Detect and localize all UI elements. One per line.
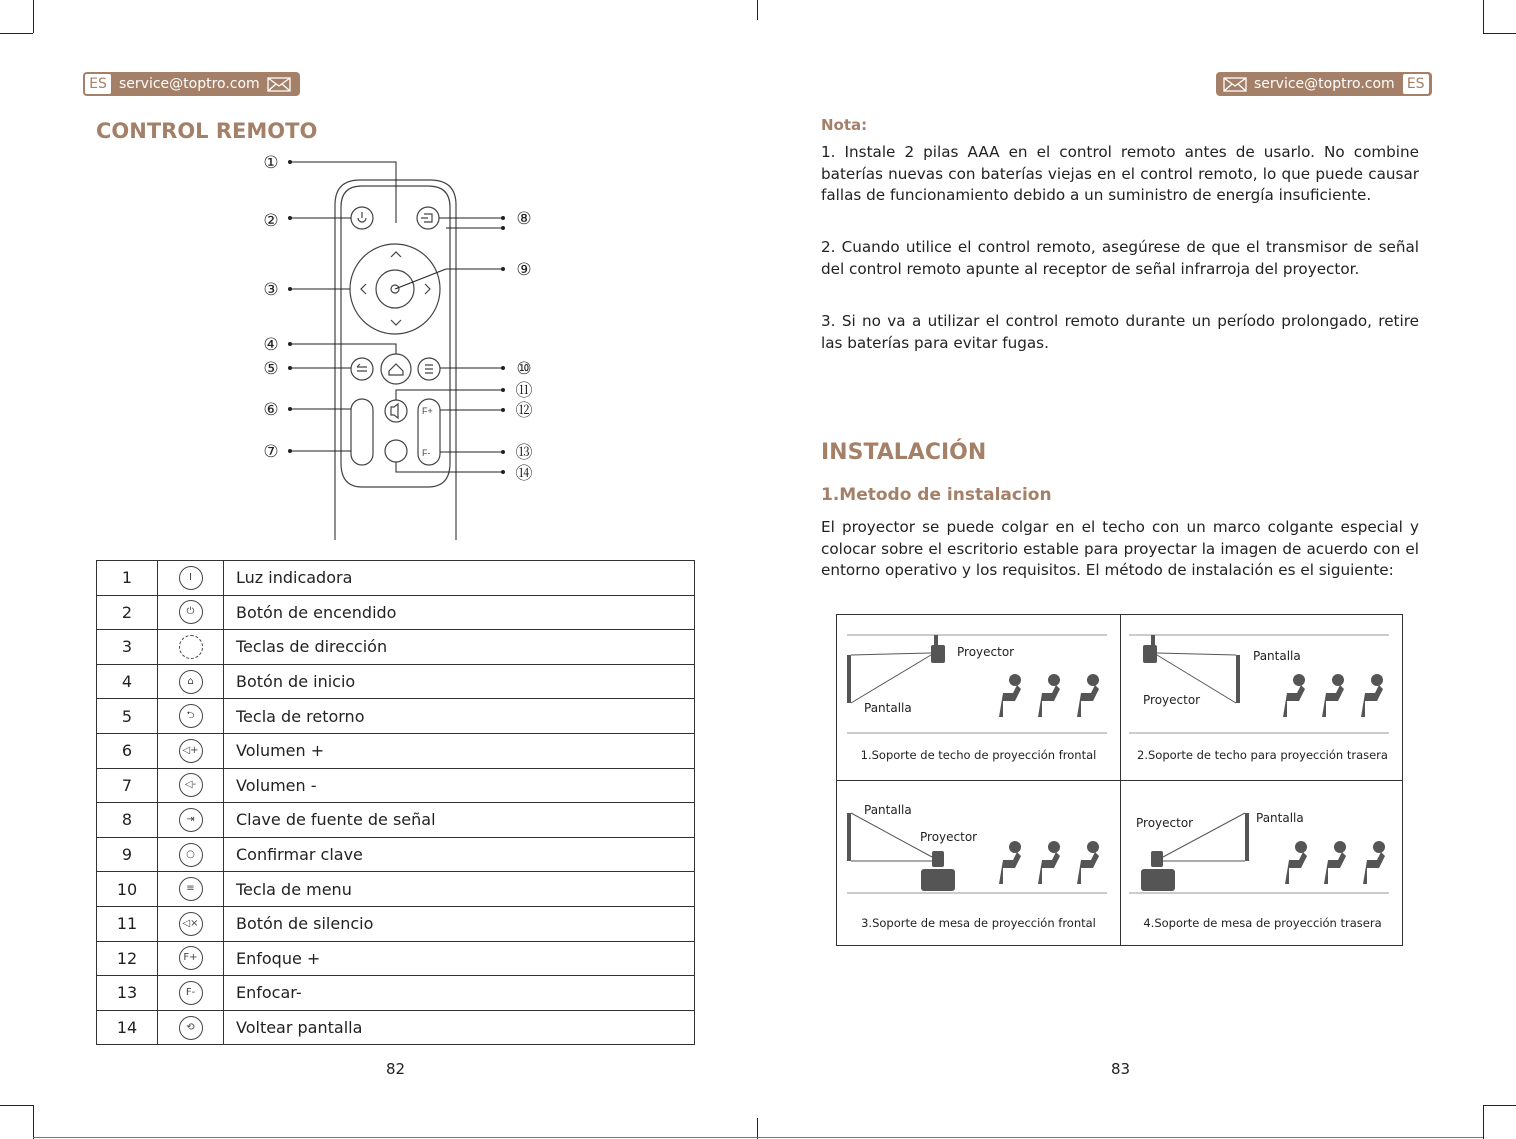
callout-11: ⑪ bbox=[515, 381, 533, 401]
row-icon-cell bbox=[158, 976, 224, 1011]
table-row bbox=[97, 630, 695, 665]
table-row bbox=[97, 595, 695, 630]
diagram-caption: 1.Soporte de techo de proyección frontal bbox=[860, 748, 1097, 762]
section-title-remote: CONTROL REMOTO bbox=[96, 119, 318, 143]
callout-1: ① bbox=[263, 153, 279, 173]
table-row bbox=[97, 837, 695, 872]
callout-6: ⑥ bbox=[263, 400, 279, 420]
screen-label: Pantalla bbox=[864, 803, 912, 817]
projector-label: Proyector bbox=[1143, 693, 1201, 707]
callout-7: ⑦ bbox=[263, 442, 279, 462]
row-label: Botón de inicio bbox=[224, 664, 695, 699]
row-label: Volumen - bbox=[224, 768, 695, 803]
row-number: 13 bbox=[97, 976, 158, 1011]
table-row bbox=[97, 906, 695, 941]
row-icon-cell bbox=[158, 664, 224, 699]
table-row bbox=[97, 976, 695, 1011]
remote-buttons-table bbox=[96, 560, 695, 1045]
row-label: Teclas de dirección bbox=[224, 630, 695, 665]
language-badge: ES bbox=[1402, 73, 1430, 95]
back-icon: ⮌ bbox=[179, 704, 203, 728]
language-badge: ES bbox=[84, 73, 112, 95]
callout-10: ⑩ bbox=[516, 359, 532, 379]
callout-8: ⑧ bbox=[516, 209, 532, 229]
focus-minus-icon: F- bbox=[179, 981, 203, 1005]
row-icon-cell bbox=[158, 595, 224, 630]
row-number: 3 bbox=[97, 630, 158, 665]
installation-methods-diagram bbox=[836, 614, 1403, 946]
remote-control-diagram bbox=[250, 145, 550, 545]
callout-13: ⑬ bbox=[515, 443, 533, 463]
focus-plus-icon: F+ bbox=[179, 946, 203, 970]
page-number-right: 83 bbox=[1111, 1060, 1131, 1078]
remote-key-focus-minus: F- bbox=[422, 448, 431, 458]
flip-screen-icon: ⟲ bbox=[179, 1016, 203, 1040]
row-label: Botón de silencio bbox=[224, 906, 695, 941]
method-ceiling-front bbox=[837, 615, 1120, 781]
method-ceiling-rear bbox=[1121, 615, 1404, 781]
row-number: 10 bbox=[97, 872, 158, 907]
row-label: Enfoque + bbox=[224, 941, 695, 976]
input-source-icon: ⇥ bbox=[179, 808, 203, 832]
row-icon-cell bbox=[158, 699, 224, 734]
row-number: 11 bbox=[97, 906, 158, 941]
crop-mark bbox=[1483, 1105, 1484, 1139]
diagram-caption: 4.Soporte de mesa de proyección trasera bbox=[1143, 916, 1382, 930]
row-number: 7 bbox=[97, 768, 158, 803]
diagram-caption: 3.Soporte de mesa de proyección frontal bbox=[861, 916, 1096, 930]
method-paragraph: El proyector se puede colgar en el techo con un marco colgante especial y colocar sobre el escritorio estable para proyectar la imagen de acuerdo con el entorno operativo y los requisitos. El método de instalación es el siguiente: bbox=[821, 518, 1419, 579]
callout-9: ⑨ bbox=[516, 260, 532, 280]
method-table-front bbox=[837, 781, 1120, 947]
crop-mark bbox=[0, 1105, 33, 1106]
crop-mark bbox=[1483, 33, 1516, 34]
row-icon-cell bbox=[158, 561, 224, 596]
row-number: 2 bbox=[97, 595, 158, 630]
row-icon-cell bbox=[158, 837, 224, 872]
volume-up-icon: ◁+ bbox=[179, 739, 203, 763]
row-label: Tecla de menu bbox=[224, 872, 695, 907]
home-icon: ⌂ bbox=[179, 670, 203, 694]
screen-label: Pantalla bbox=[1256, 811, 1304, 825]
direction-keys-icon bbox=[179, 635, 203, 659]
row-icon-cell bbox=[158, 872, 224, 907]
callout-14: ⑭ bbox=[515, 464, 533, 484]
projector-label: Proyector bbox=[920, 830, 978, 844]
confirm-icon: ○ bbox=[179, 843, 203, 867]
table-row bbox=[97, 733, 695, 768]
trim-line bbox=[33, 1137, 1483, 1138]
screen-label: Pantalla bbox=[1253, 649, 1301, 663]
note-paragraph-1: 1. Instale 2 pilas AAA en el control remoto antes de usarlo. No combine baterías nuevas con baterías viejas en el control remoto, lo que puede causar fallas de funcionamiento debido a un suministro de energía insuficiente. bbox=[821, 143, 1419, 204]
row-number: 1 bbox=[97, 561, 158, 596]
row-icon-cell bbox=[158, 906, 224, 941]
crop-mark bbox=[757, 1118, 758, 1139]
row-number: 5 bbox=[97, 699, 158, 734]
row-label: Botón de encendido bbox=[224, 595, 695, 630]
table-row bbox=[97, 1010, 695, 1045]
diagram-caption: 2.Soporte de techo para proyección trasera bbox=[1137, 748, 1388, 762]
section-title-installation: INSTALACIÓN bbox=[821, 440, 987, 465]
table-row bbox=[97, 699, 695, 734]
table-row bbox=[97, 803, 695, 838]
row-label: Clave de fuente de señal bbox=[224, 803, 695, 838]
row-number: 4 bbox=[97, 664, 158, 699]
callout-4: ④ bbox=[263, 335, 279, 355]
table-row bbox=[97, 561, 695, 596]
row-label: Luz indicadora bbox=[224, 561, 695, 596]
remote-inner-outline bbox=[341, 186, 450, 487]
support-email: service@toptro.com bbox=[1254, 76, 1395, 92]
row-icon-cell bbox=[158, 630, 224, 665]
row-number: 9 bbox=[97, 837, 158, 872]
mail-icon bbox=[266, 76, 292, 92]
projector-label: Proyector bbox=[1136, 816, 1194, 830]
row-label: Volumen + bbox=[224, 733, 695, 768]
note-paragraph-3: 3. Si no va a utilizar el control remoto durante un período prolongado, retire las baterías para evitar fugas. bbox=[821, 312, 1419, 352]
volume-down-icon: ◁- bbox=[179, 773, 203, 797]
table-row bbox=[97, 768, 695, 803]
row-label: Tecla de retorno bbox=[224, 699, 695, 734]
header-contact-right bbox=[1216, 72, 1432, 96]
row-icon-cell bbox=[158, 733, 224, 768]
crop-mark bbox=[1483, 1105, 1516, 1106]
indicator-light-icon: I bbox=[179, 566, 203, 590]
row-number: 14 bbox=[97, 1010, 158, 1045]
callout-2: ② bbox=[263, 211, 279, 231]
crop-mark bbox=[757, 0, 758, 20]
support-email: service@toptro.com bbox=[119, 76, 260, 92]
page-number-left: 82 bbox=[386, 1060, 406, 1078]
subsection-title-method: 1.Metodo de instalacion bbox=[821, 485, 1052, 505]
row-icon-cell bbox=[158, 941, 224, 976]
callout-3: ③ bbox=[263, 280, 279, 300]
crop-mark bbox=[0, 33, 33, 34]
row-icon-cell bbox=[158, 1010, 224, 1045]
note-paragraph-2: 2. Cuando utilice el control remoto, asegúrese de que el transmisor de señal del control remoto apunte al receptor de señal infrarroja del proyector. bbox=[821, 238, 1419, 278]
screen-label: Pantalla bbox=[864, 701, 912, 715]
crop-mark bbox=[33, 0, 34, 33]
menu-icon: ≡ bbox=[179, 877, 203, 901]
method-table-rear bbox=[1121, 781, 1404, 947]
row-label: Voltear pantalla bbox=[224, 1010, 695, 1045]
callout-5: ⑤ bbox=[263, 359, 279, 379]
projector-label: Proyector bbox=[957, 645, 1015, 659]
mail-icon bbox=[1222, 76, 1248, 92]
row-label: Enfocar- bbox=[224, 976, 695, 1011]
remote-key-focus-plus: F+ bbox=[422, 406, 433, 416]
header-contact-left bbox=[83, 72, 300, 96]
callout-12: ⑫ bbox=[515, 401, 533, 421]
row-number: 12 bbox=[97, 941, 158, 976]
mute-icon: ◁× bbox=[179, 912, 203, 936]
power-icon: ⏻ bbox=[179, 600, 203, 624]
table-row bbox=[97, 941, 695, 976]
table-row bbox=[97, 664, 695, 699]
note-title: Nota: bbox=[821, 116, 868, 134]
crop-mark bbox=[33, 1105, 34, 1139]
row-number: 8 bbox=[97, 803, 158, 838]
table-row bbox=[97, 872, 695, 907]
crop-mark bbox=[1483, 0, 1484, 33]
row-label: Confirmar clave bbox=[224, 837, 695, 872]
row-icon-cell bbox=[158, 803, 224, 838]
row-icon-cell bbox=[158, 768, 224, 803]
row-number: 6 bbox=[97, 733, 158, 768]
